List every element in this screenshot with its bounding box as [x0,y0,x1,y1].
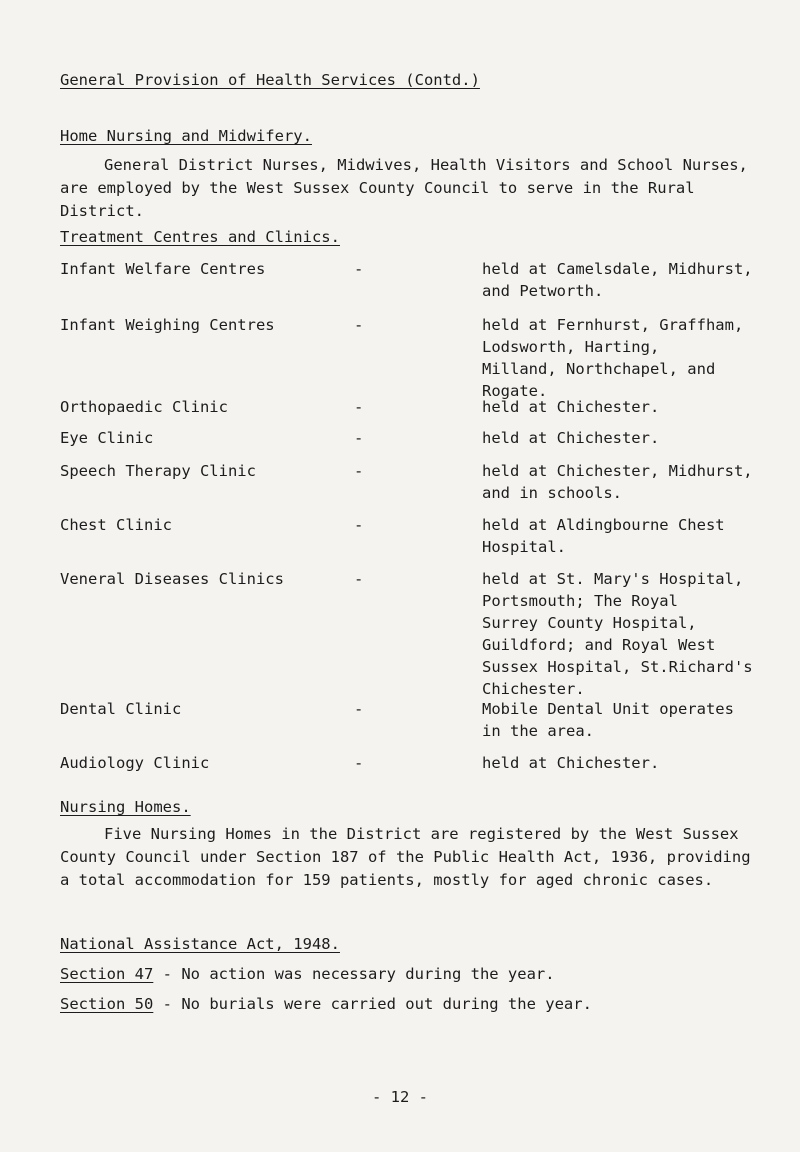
treatment-value-line: Portsmouth; The Royal [482,592,678,610]
treatment-value-line: and Petworth. [482,282,604,300]
treatment-label: Infant Weighing Centres [60,316,275,334]
treatment-label: Chest Clinic [60,516,172,534]
treatment-value-line: Mobile Dental Unit operates [482,700,734,718]
treatment-value-line: and in schools. [482,484,622,502]
treatment-dash: - [354,462,364,480]
treatment-dash: - [354,700,364,718]
treatment-heading: Treatment Centres and Clinics. [60,228,340,246]
nursing-homes-paragraph: Five Nursing Homes in the District are registered by the West Sussex County Council under Section 187 of the Public Health Act, 1936, providing a total accommodation for 159 patients, mostly for aged chronic cases. [60,825,751,889]
treatment-dash: - [354,429,364,447]
treatment-value-line: held at Chichester. [482,754,660,772]
section-47-text: - No action was necessary during the year. [153,965,555,983]
treatment-value-line: Milland, Northchapel, and [482,360,716,378]
page-number: - 12 - [372,1088,428,1106]
treatment-value-line: in the area. [482,722,594,740]
treatment-label: Infant Welfare Centres [60,260,266,278]
treatment-value [482,427,800,449]
treatment-value-line: Rogate. [482,382,548,400]
treatment-value [482,396,800,418]
section-50-text: - No burials were carried out during the year. [153,995,592,1013]
treatment-value [482,258,800,302]
treatment-dash: - [354,316,364,334]
treatment-value [482,752,800,774]
section-47-label: Section 47 [60,965,154,983]
treatment-value-line: Sussex Hospital, St.Richard's [482,658,753,676]
section-50-label: Section 50 [60,995,154,1013]
treatment-value-line: held at Fernhurst, Graffham, [482,316,744,334]
section-47-line [60,964,555,984]
treatment-label: Speech Therapy Clinic [60,462,256,480]
treatment-value [482,568,800,700]
treatment-label: Audiology Clinic [60,754,210,772]
treatment-value-line: Lodsworth, Harting, [482,338,660,356]
home-nursing-paragraph: General District Nurses, Midwives, Health Visitors and School Nurses, are employed by the West Sussex County Council to serve in the Rural District. [60,156,748,220]
treatment-value-line: Chichester. [482,680,585,698]
treatment-value-line: Surrey County Hospital, [482,614,697,632]
treatment-dash: - [354,516,364,534]
treatment-label: Orthopaedic Clinic [60,398,228,416]
treatment-value-line: held at St. Mary's Hospital, [482,570,744,588]
nursing-homes-heading: Nursing Homes. [60,798,191,816]
home-nursing-heading: Home Nursing and Midwifery. [60,127,312,145]
section-50-line [60,994,592,1014]
treatment-label: Eye Clinic [60,429,154,447]
page-title: General Provision of Health Services (Contd.) [60,71,480,89]
treatment-value [482,460,800,504]
treatment-value-line: held at Chichester, Midhurst, [482,462,753,480]
treatment-dash: - [354,570,364,588]
treatment-label: Veneral Diseases Clinics [60,570,284,588]
treatment-value [482,314,800,402]
national-assistance-heading: National Assistance Act, 1948. [60,935,340,953]
treatment-value-line: held at Chichester. [482,429,660,447]
treatment-value [482,698,800,742]
treatment-value-line: held at Aldingbourne Chest [482,516,725,534]
treatment-value-line: held at Chichester. [482,398,660,416]
treatment-dash: - [354,398,364,416]
treatment-dash: - [354,754,364,772]
treatment-value-line: Hospital. [482,538,566,556]
treatment-label: Dental Clinic [60,700,182,718]
treatment-value-line: held at Camelsdale, Midhurst, [482,260,753,278]
treatment-dash: - [354,260,364,278]
treatment-value-line: Guildford; and Royal West [482,636,716,654]
treatment-value [482,514,800,558]
